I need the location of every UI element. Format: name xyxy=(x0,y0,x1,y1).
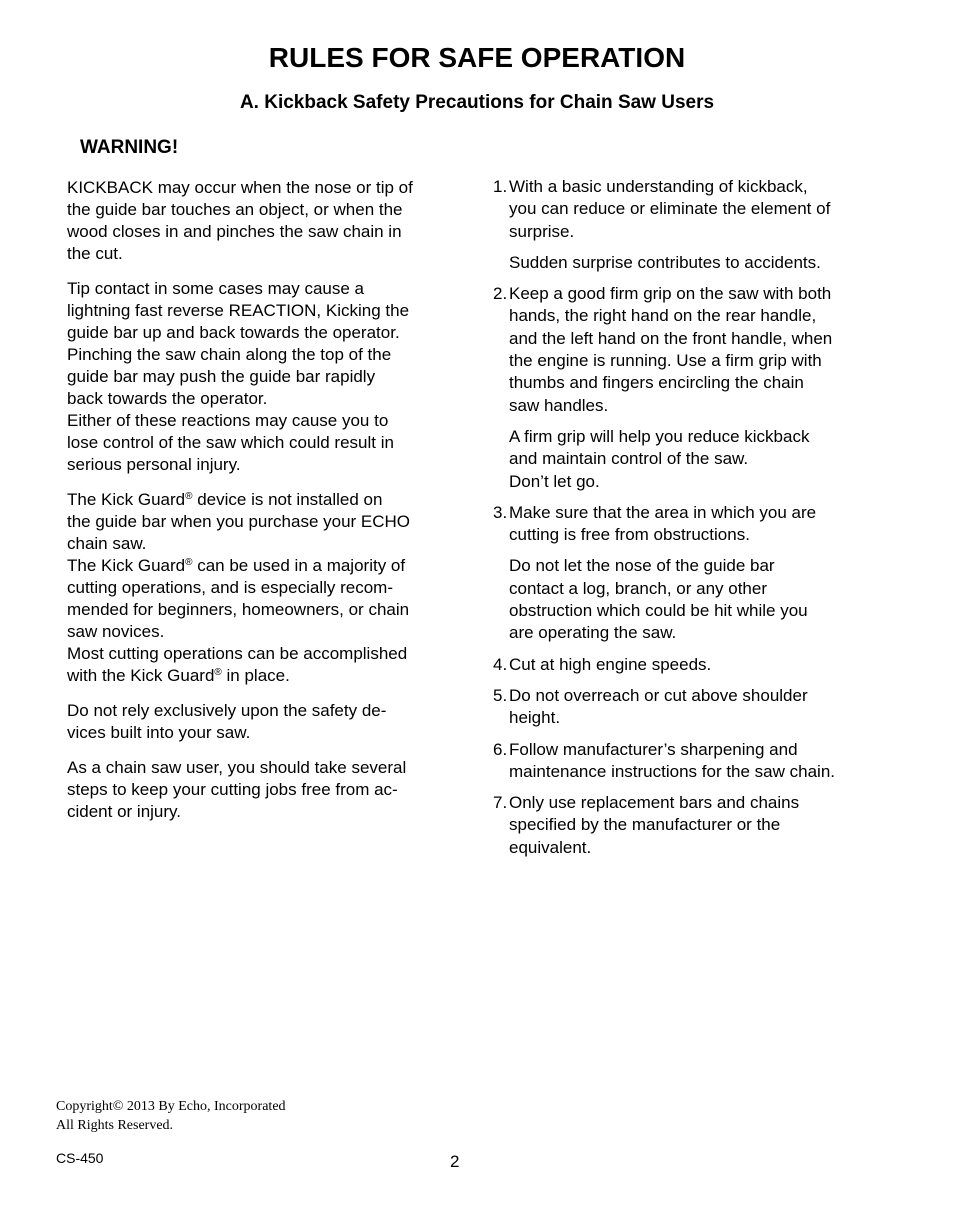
list-item-text: Keep a good firm grip on the saw with both hands, the right hand on the rear handle, and the left hand on the front handle, when the engine is running. Use a firm grip with thumbs and fingers encircling the chain saw handles. xyxy=(509,284,833,415)
registered-mark: ® xyxy=(214,667,222,678)
kick-guard-text-a: The Kick Guard xyxy=(67,490,186,509)
list-item xyxy=(493,739,878,784)
list-item-note: Sudden surprise contributes to accidents. xyxy=(509,252,821,272)
list-item xyxy=(493,283,878,493)
copyright-line: Copyright© 2013 By Echo, Incorporated xyxy=(56,1099,286,1114)
page-title: RULES FOR SAFE OPERATION xyxy=(268,42,686,73)
section-subtitle: A. Kickback Safety Precautions for Chain Saw Users xyxy=(239,92,715,113)
list-item-text: With a basic understanding of kickback, you can reduce or eliminate the element of surprise. xyxy=(509,177,831,241)
list-item-number: 6. xyxy=(493,739,508,759)
kick-guard-paragraph xyxy=(67,489,462,687)
list-item-text: Follow manufacturer’s sharpening and maintenance instructions for the saw chain. xyxy=(509,739,836,781)
copyright-notice xyxy=(56,1097,286,1135)
list-item-text: Make sure that the area in which you are cutting is free from obstructions. xyxy=(509,502,817,545)
page-number: 2 xyxy=(450,1152,460,1171)
warning-label: WARNING! xyxy=(80,137,179,158)
list-item-number: 5. xyxy=(493,685,508,705)
list-item-text: Do not overreach or cut above shoulder height. xyxy=(509,685,808,728)
kickback-paragraph: KICKBACK may occur when the nose or tip of the guide bar touches an object, or when the wood closes in and pinches the saw chain in the cut. xyxy=(67,178,413,263)
kick-guard-text-d: in place. xyxy=(221,666,290,685)
kick-guard-text-c: can be used in a majority of cutting operations, and is especially recom- mended for beginners, homeowners, or chain saw novices. Most cutting operations can be accomplished with the Kick Guard xyxy=(67,556,410,685)
kick-guard-text-b: device is not installed on the guide bar when you purchase your ECHO chain saw. The Kick Guard xyxy=(67,490,411,575)
right-column xyxy=(493,176,878,868)
list-item-number: 7. xyxy=(493,793,508,813)
model-number: CS-450 xyxy=(56,1150,104,1166)
list-item xyxy=(493,685,878,730)
tip-contact-paragraph: Tip contact in some cases may cause a lightning fast reverse REACTION, Kicking the guide bar up and back towards the operator. Pinching the saw chain along the top of the guide bar may push the guide bar rapidly back towards the operator. Either of these reactions may cause you to lose control of the saw which could result in serious personal injury. xyxy=(67,279,410,474)
list-item xyxy=(493,502,878,645)
left-column xyxy=(67,177,462,836)
list-item-note: Do not let the nose of the guide bar contact a log, branch, or any other obstruction which could be hit while you are operating the saw. xyxy=(509,556,808,643)
rights-line: All Rights Reserved. xyxy=(56,1118,174,1133)
list-item-number: 4. xyxy=(493,654,508,674)
chain-saw-user-paragraph: As a chain saw user, you should take several steps to keep your cutting jobs free from ac- cident or injury. xyxy=(67,758,407,821)
safety-devices-paragraph: Do not rely exclusively upon the safety de- vices built into your saw. xyxy=(67,701,387,742)
list-item-number: 1. xyxy=(493,177,508,196)
list-item xyxy=(493,176,878,274)
registered-mark: ® xyxy=(185,491,193,502)
list-item-text: Cut at high engine speeds. xyxy=(509,654,712,674)
list-item-note: A firm grip will help you reduce kickback and maintain control of the saw. Don’t let go. xyxy=(509,426,810,491)
registered-mark: ® xyxy=(185,557,193,568)
list-item xyxy=(493,792,878,859)
list-item-text: Only use replacement bars and chains specified by the manufacturer or the equivalent. xyxy=(509,793,800,857)
list-item-number: 3. xyxy=(493,502,508,522)
list-item xyxy=(493,654,878,676)
list-item-number: 2. xyxy=(493,284,508,304)
